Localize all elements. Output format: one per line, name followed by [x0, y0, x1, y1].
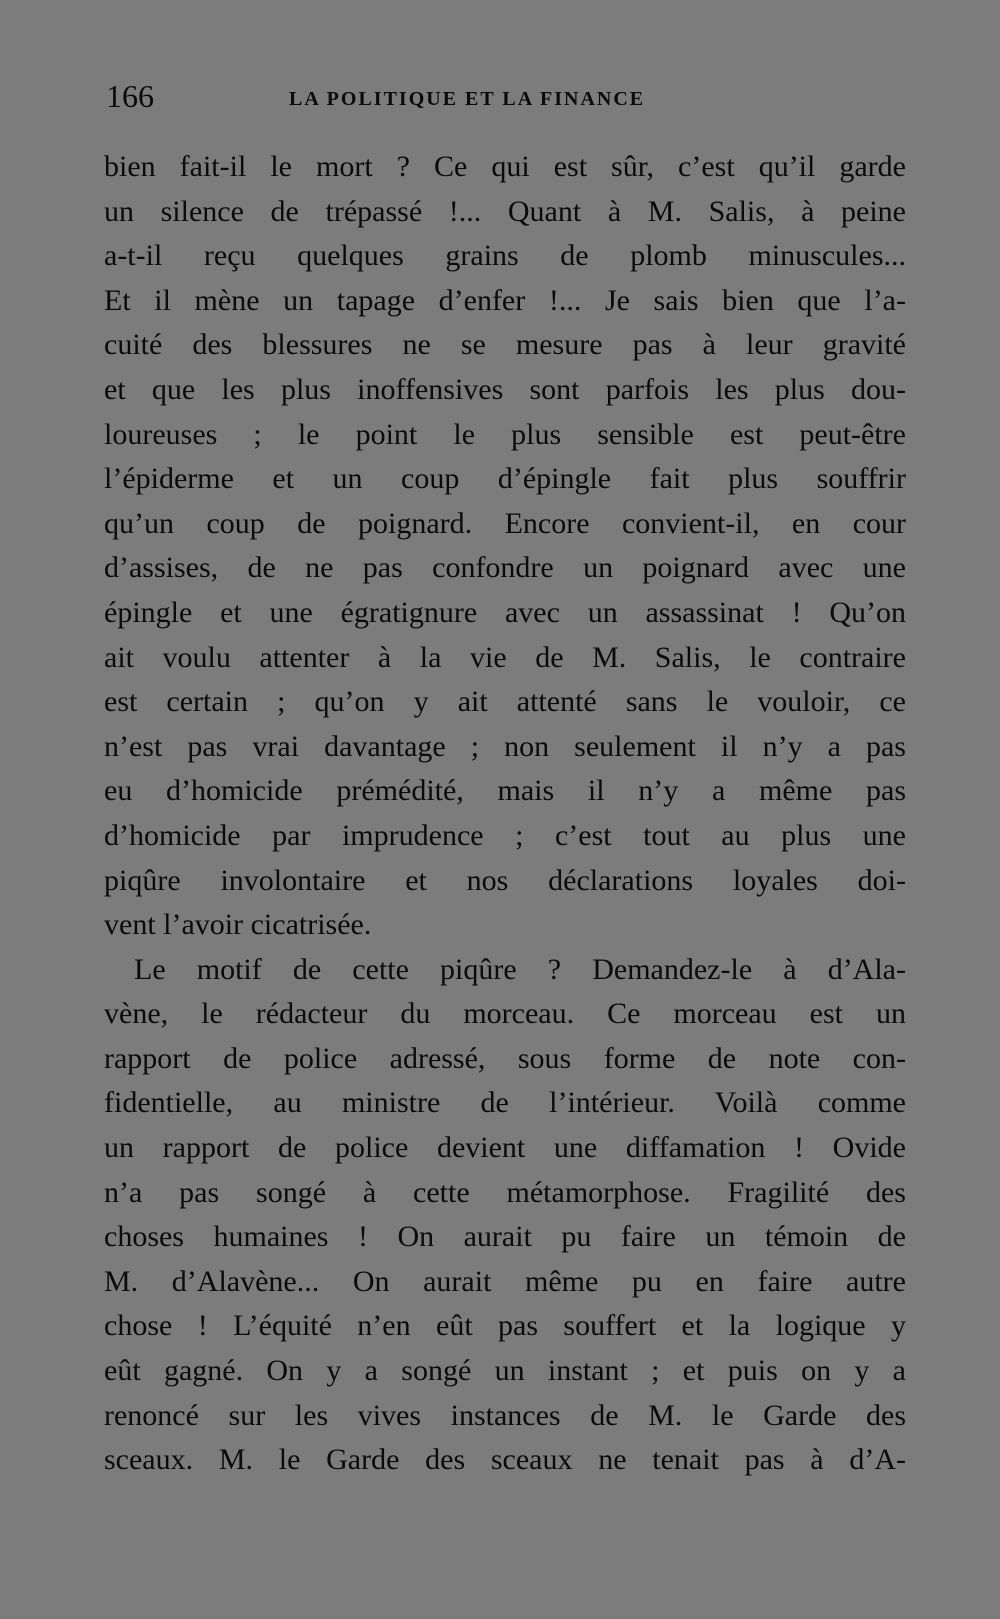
text-line: Et il mène un tapage d’enfer !... Je sais bien que l’a- [104, 283, 906, 317]
text-line: un silence de trépassé !... Quant à M. Salis, à peine [104, 194, 906, 228]
running-title: LA POLITIQUE ET LA FINANCE [289, 88, 646, 110]
text-line: n’est pas vrai davantage ; non seulement il n’y a pas [104, 729, 906, 763]
text-line: n’a pas songé à cette métamorphose. Fragilité des [104, 1175, 906, 1209]
text-line: bien fait-il le mort ? Ce qui est sûr, c’est qu’il garde [104, 150, 906, 183]
text-line: a-t-il reçu quelques grains de plomb minuscules... [104, 239, 906, 273]
text-line: cuité des blessures ne se mesure pas à leur gravité [104, 328, 906, 362]
text-line: qu’un coup de poignard. Encore convient-il, en cour [104, 506, 906, 540]
text-line: chose ! L’équité n’en eût pas souffert et la logique y [104, 1309, 906, 1343]
body-text [104, 145, 906, 1483]
text-line: épingle et une égratignure avec un assassinat ! Qu’on [104, 595, 906, 629]
text-line: un rapport de police devient une diffamation ! Ovide [104, 1131, 906, 1165]
text-line: est certain ; qu’on y ait attenté sans le vouloir, ce [104, 685, 906, 719]
text-line: loureuses ; le point le plus sensible est peut-être [104, 417, 906, 451]
text-line: M. d’Alavène... On aurait même pu en faire autre [104, 1264, 906, 1298]
text-line: piqûre involontaire et nos déclarations loyales doi- [104, 863, 906, 897]
text-line: sceaux. M. le Garde des sceaux ne tenait pas à d’A- [104, 1443, 906, 1477]
text-line: eût gagné. On y a songé un instant ; et puis on y a [104, 1354, 906, 1388]
page-number: 166 [106, 78, 154, 114]
paragraph-start-line: Le motif de cette piqûre ? Demandez-le à d’Ala- [134, 952, 906, 986]
text-line: eu d’homicide prémédité, mais il n’y a même pas [104, 774, 906, 808]
text-line: d’homicide par imprudence ; c’est tout au plus une [104, 818, 906, 852]
paragraph-end-line: vent l’avoir cicatrisée. [104, 908, 372, 942]
text-line: fidentielle, au ministre de l’intérieur. Voilà comme [104, 1086, 906, 1120]
text-line: ait voulu attenter à la vie de M. Salis, le contraire [104, 640, 906, 674]
text-line: et que les plus inoffensives sont parfois les plus dou- [104, 372, 906, 406]
text-line: l’épiderme et un coup d’épingle fait plus souffrir [104, 462, 906, 496]
running-head [106, 78, 906, 118]
text-line: renoncé sur les vives instances de M. le Garde des [104, 1398, 906, 1432]
text-line: choses humaines ! On aurait pu faire un témoin de [104, 1220, 906, 1254]
text-line: rapport de police adressé, sous forme de note con- [104, 1041, 906, 1075]
text-line: d’assises, de ne pas confondre un poignard avec une [104, 551, 906, 585]
text-line: vène, le rédacteur du morceau. Ce morceau est un [104, 997, 906, 1031]
